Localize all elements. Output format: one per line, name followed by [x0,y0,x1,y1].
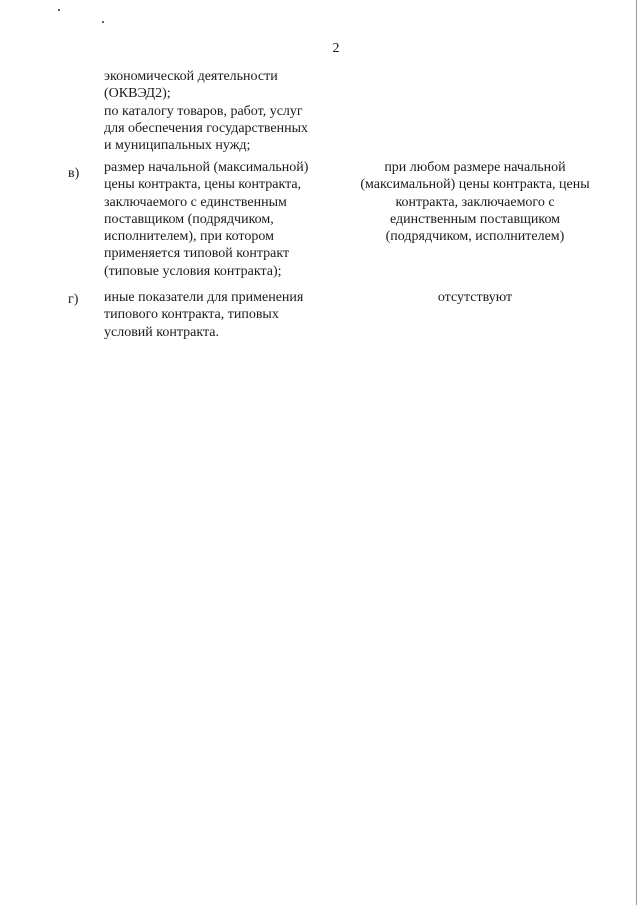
text-line: типового контракта, типовых [104,307,279,323]
scan-speck [58,9,60,11]
continuation-text [104,68,308,154]
text-line: условий контракта. [104,324,220,340]
text-line: цены контракта, цены контракта, [104,177,302,193]
text-line: (ОКВЭД2); [104,86,171,102]
text-line: заключаемого с единственным [104,194,287,210]
text-line: (максимальной) цены контракта, цены [360,177,590,193]
text-line: поставщиком (подрядчиком, [104,211,274,227]
text-line: единственным поставщиком [389,211,561,227]
text-line: отсутствуют [437,290,513,305]
text-line: (типовые условия контракта); [104,263,282,279]
text-line: исполнителем), при котором [104,229,274,245]
text-line: иные показатели для применения [104,290,304,305]
text-line: и муниципальных нужд; [104,138,251,154]
text-line: контракта, заключаемого с [395,194,555,210]
text-line: (подрядчиком, исполнителем) [385,229,565,245]
text-line: при любом размере начальной [384,160,566,175]
item-left-text [104,159,308,280]
text-line: размер начальной (максимальной) [104,160,309,175]
item-left-text [104,289,303,341]
item-marker: г) [68,292,79,307]
page-number: 2 [332,41,340,56]
text-line: экономической деятельности [104,69,278,84]
text-line: для обеспечения государственных [104,120,308,136]
text-line: применяется типовой контракт [104,246,290,262]
scan-speck [102,21,104,23]
scan-edge-line [636,0,637,905]
item-right-text [344,159,606,245]
item-right-text [344,289,606,306]
text-line: по каталогу товаров, работ, услуг [104,103,303,119]
item-marker: в) [68,166,80,181]
